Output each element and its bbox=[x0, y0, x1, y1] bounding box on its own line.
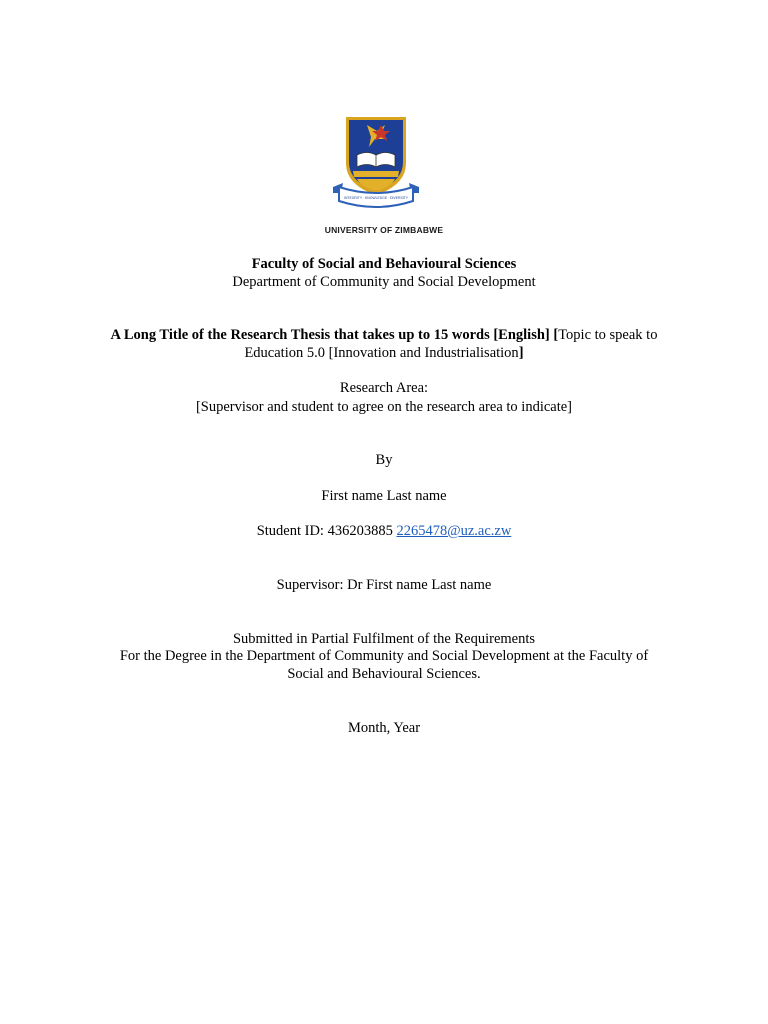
motto-text: INTEGRITY · KNOWLEDGE · DIVERSITY bbox=[344, 196, 408, 200]
student-email-link[interactable]: 2265478@uz.ac.zw bbox=[396, 523, 512, 539]
faculty-name: Faculty of Social and Behavioural Sciences bbox=[251, 256, 517, 272]
research-area-note: [Supervisor and student to agree on the research area to indicate] bbox=[195, 399, 573, 415]
student-id-label: Student ID: 436203885 bbox=[256, 523, 397, 539]
thesis-title-closing: ] bbox=[518, 345, 524, 361]
submission-date: Month, Year bbox=[347, 720, 421, 736]
shield-band bbox=[353, 171, 399, 177]
research-area-label: Research Area: bbox=[339, 380, 429, 396]
thesis-title-bold: A Long Title of the Research Thesis that takes up to 15 words [English] [ bbox=[110, 327, 559, 343]
submission-line-1: Submitted in Partial Fulfilment of the Requirements bbox=[232, 631, 536, 647]
by-label: By bbox=[375, 452, 393, 468]
author-name: First name Last name bbox=[321, 488, 447, 504]
supervisor-line: Supervisor: Dr First name Last name bbox=[276, 577, 492, 593]
submission-line-2: For the Degree in the Department of Community and Social Development at the Faculty of Social and Behavioural Sciences. bbox=[119, 648, 649, 682]
university-name-caption: UNIVERSITY OF ZIMBABWE bbox=[324, 225, 444, 235]
thesis-title-topic: Topic to speak to Education 5.0 [Innovation and Industrialisation bbox=[244, 327, 658, 361]
university-logo bbox=[311, 95, 457, 245]
thesis-title bbox=[90, 326, 678, 362]
department-name: Department of Community and Social Development bbox=[232, 274, 536, 290]
shield-base bbox=[357, 179, 395, 191]
student-id bbox=[60, 522, 708, 540]
